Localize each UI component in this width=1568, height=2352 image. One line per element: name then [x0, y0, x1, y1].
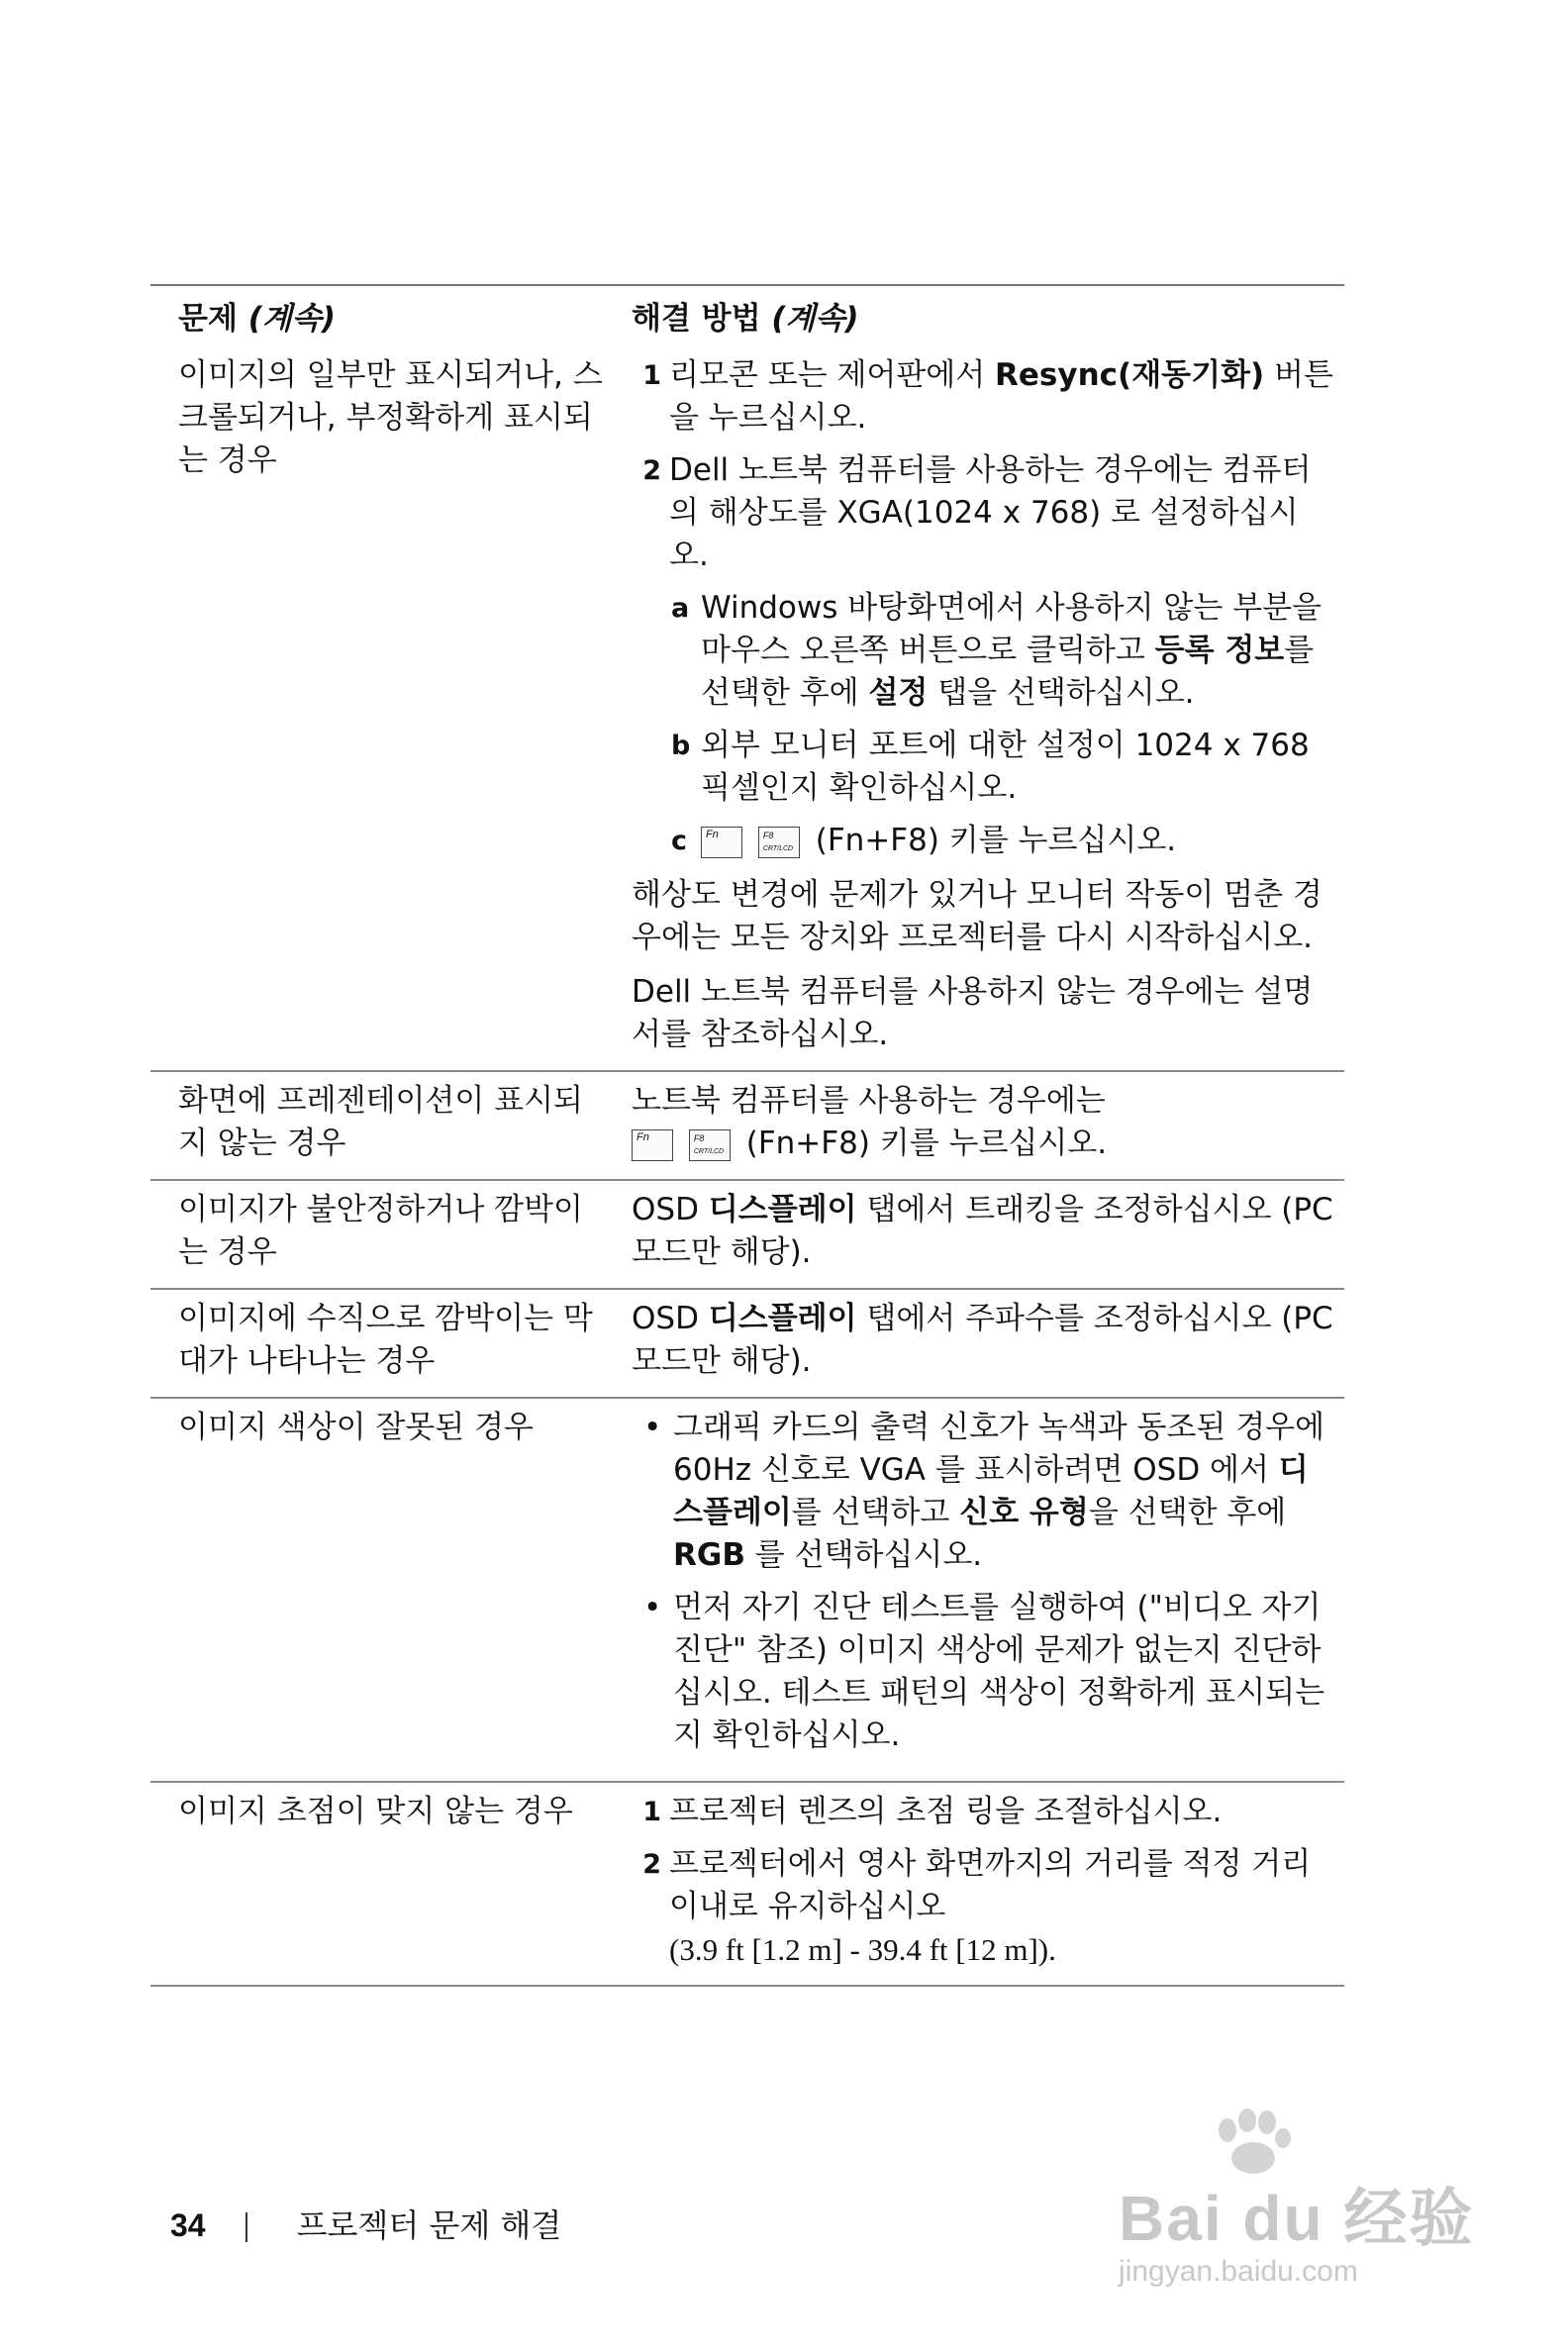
- fn-key-label: Fn: [706, 828, 719, 840]
- step-text: [669, 1843, 1336, 1971]
- substep-label: b: [671, 731, 691, 761]
- step-number: 2: [642, 1849, 661, 1880]
- table-row: [150, 1783, 1344, 1987]
- page-number: 34: [170, 2207, 206, 2243]
- header-problem: [150, 286, 622, 346]
- solution-text-part: OSD: [632, 1192, 709, 1227]
- problem-cell: 이미지가 불안정하거나 깜박이는 경우: [178, 1192, 584, 1270]
- substep-text-part: 탭을 선택하십시오.: [928, 675, 1195, 711]
- step-text: [669, 354, 1336, 440]
- step-item: [632, 449, 1336, 577]
- substep-item: [671, 587, 1336, 715]
- fn-key-label: Fn: [637, 1130, 649, 1143]
- substep-text: 외부 모니터 포트에 대한 설정이 1024 x 768 픽셀인지 확인하십시오.: [701, 728, 1310, 806]
- table-header: [150, 286, 1344, 346]
- substep-label: c: [671, 826, 688, 856]
- problem-cell: 이미지에 수직으로 깜박이는 막대가 나타나는 경우: [178, 1301, 593, 1379]
- properties-label: 등록 정보: [1154, 633, 1285, 668]
- solution-cell: [622, 1181, 1344, 1288]
- substep-text-part: (Fn+F8) 키를 누르십시오.: [815, 823, 1177, 858]
- note-paragraph: 해상도 변경에 문제가 있거나 모니터 작동이 멈춘 경우에는 모든 장치와 프로젝터를 다시 시작하십시오.: [632, 877, 1323, 955]
- bullet-item: [643, 1587, 1336, 1757]
- solution-text-part: 탭에서 주파수를 조정하십시오 (PC 모드만 해당).: [632, 1301, 1333, 1379]
- solution-cell: [622, 346, 1344, 1070]
- baidu-watermark: [1099, 2108, 1475, 2306]
- continued-label: (계속): [247, 301, 336, 337]
- substep-item: [671, 725, 1336, 810]
- substep-label: a: [671, 593, 690, 624]
- solution-cell: [622, 1290, 1344, 1397]
- step-item: [632, 1791, 1336, 1833]
- f8-key-label: [763, 830, 793, 855]
- step-text: Dell 노트북 컴퓨터를 사용하는 경우에는 컴퓨터의 해상도를 XGA(1024 x 768) 로 설정하십시오.: [669, 452, 1312, 573]
- display-label: 디스플레이: [708, 1192, 857, 1227]
- step-text-part: 버튼을 누르십시오.: [669, 357, 1333, 436]
- step-item: [632, 354, 1336, 440]
- f8-key-line1: F8: [693, 1132, 705, 1143]
- f8-key-icon: [758, 827, 800, 858]
- problem-cell: 이미지의 일부만 표시되거나, 스크롤되거나, 부정확하게 표시되는 경우: [178, 357, 603, 478]
- footer-divider: [245, 2212, 247, 2242]
- step-text-part: 리모콘 또는 제어판에서: [669, 357, 996, 393]
- signal-type-label: 신호 유형: [959, 1495, 1089, 1530]
- substep-text: [701, 587, 1336, 715]
- f8-key-line1: F8: [762, 830, 774, 840]
- header-solution-label: 해결 방법: [632, 301, 761, 337]
- table-row: [150, 1290, 1344, 1399]
- f8-key-icon: [689, 1129, 731, 1161]
- page-footer: [170, 2201, 561, 2246]
- substep-text-part: 를 선택한 후에: [701, 633, 1315, 711]
- table-row: [150, 1072, 1344, 1181]
- display-label: 디스플레이: [673, 1452, 1309, 1530]
- problem-cell: 이미지 초점이 맞지 않는 경우: [178, 1794, 573, 1829]
- bullet-text-part: 을 선택한 후에: [1088, 1495, 1287, 1530]
- rgb-label: RGB: [673, 1537, 745, 1573]
- f8-key-label: [694, 1132, 724, 1158]
- solution-cell: [622, 1783, 1344, 1985]
- solution-cell: [622, 1072, 1344, 1179]
- watermark-brand: Bai du 经验: [1119, 2183, 1475, 2254]
- settings-label: 설정: [868, 675, 929, 711]
- step-number: 1: [642, 1797, 661, 1827]
- f8-key-line2: CRT/LCD: [762, 844, 794, 852]
- table-row: [150, 346, 1344, 1072]
- resync-label: Resync(재동기화): [995, 357, 1265, 393]
- fn-key-icon: [632, 1129, 673, 1161]
- troubleshooting-table: [150, 284, 1344, 1987]
- bullet-icon: •: [643, 1590, 662, 1625]
- solution-line: 노트북 컴퓨터를 사용하는 경우에는: [632, 1083, 1106, 1119]
- step-number: 2: [642, 455, 661, 486]
- section-title: 프로젝터 문제 해결: [296, 2206, 562, 2244]
- problem-cell: 이미지 색상이 잘못된 경우: [178, 1410, 534, 1445]
- bullet-icon: •: [643, 1410, 662, 1445]
- table-row: [150, 1181, 1344, 1290]
- step-text: 프로젝터 렌즈의 초점 링을 조절하십시오.: [669, 1794, 1223, 1829]
- note-paragraph: Dell 노트북 컴퓨터를 사용하지 않는 경우에는 설명서를 참조하십시오.: [632, 974, 1314, 1052]
- fn-key-icon: [701, 827, 742, 858]
- header-solution: [622, 286, 1344, 346]
- step-number: 1: [642, 360, 661, 391]
- solution-text-part: OSD: [632, 1301, 709, 1336]
- header-problem-label: 문제: [178, 301, 238, 337]
- bullet-text-part: 를 선택하고: [791, 1495, 960, 1530]
- bullet-text-part: 그래픽 카드의 출력 신호가 녹색과 동조된 경우에 60Hz 신호로 VGA 를 표시하려면 OSD 에서: [673, 1410, 1325, 1488]
- substep-text: [701, 820, 1336, 862]
- display-label: 디스플레이: [708, 1301, 857, 1336]
- solution-line: [632, 1123, 1336, 1165]
- bullet-text: [673, 1407, 1336, 1577]
- solution-text-part: 탭에서 트래킹을 조정하십시오 (PC 모드만 해당).: [632, 1192, 1333, 1270]
- problem-cell: 화면에 프레젠테이션이 표시되지 않는 경우: [178, 1083, 584, 1161]
- continued-label: (계속): [771, 301, 859, 337]
- table-row: [150, 1399, 1344, 1783]
- bullet-item: [643, 1407, 1336, 1577]
- f8-key-line2: CRT/LCD: [693, 1147, 725, 1155]
- bullet-text-part: 를 선택하십시오.: [744, 1537, 983, 1573]
- solution-text-part: (Fn+F8) 키를 누르십시오.: [745, 1126, 1108, 1161]
- step-item: [632, 1843, 1336, 1971]
- step-text-part: 프로젝터에서 영사 화면까지의 거리를 적정 거리 이내로 유지하십시오: [669, 1846, 1312, 1924]
- watermark-site: jingyan.baidu.com: [1119, 2255, 1358, 2288]
- substep-text-part: Windows 바탕화면에서 사용하지 않는 부분을 마우스 오른쪽 버튼으로 클릭하고: [701, 590, 1322, 668]
- substep-item: [671, 820, 1336, 862]
- solution-cell: [622, 1399, 1344, 1781]
- bullet-text: 먼저 자기 진단 테스트를 실행하여 ("비디오 자기 진단" 참조) 이미지 색상에 문제가 없는지 진단하십시오. 테스트 패턴의 색상이 정확하게 표시되는지 확인하십시오.: [673, 1590, 1325, 1753]
- distance-range: (3.9 ft [1.2 m] - 39.4 ft [12 m]).: [669, 1932, 1056, 1967]
